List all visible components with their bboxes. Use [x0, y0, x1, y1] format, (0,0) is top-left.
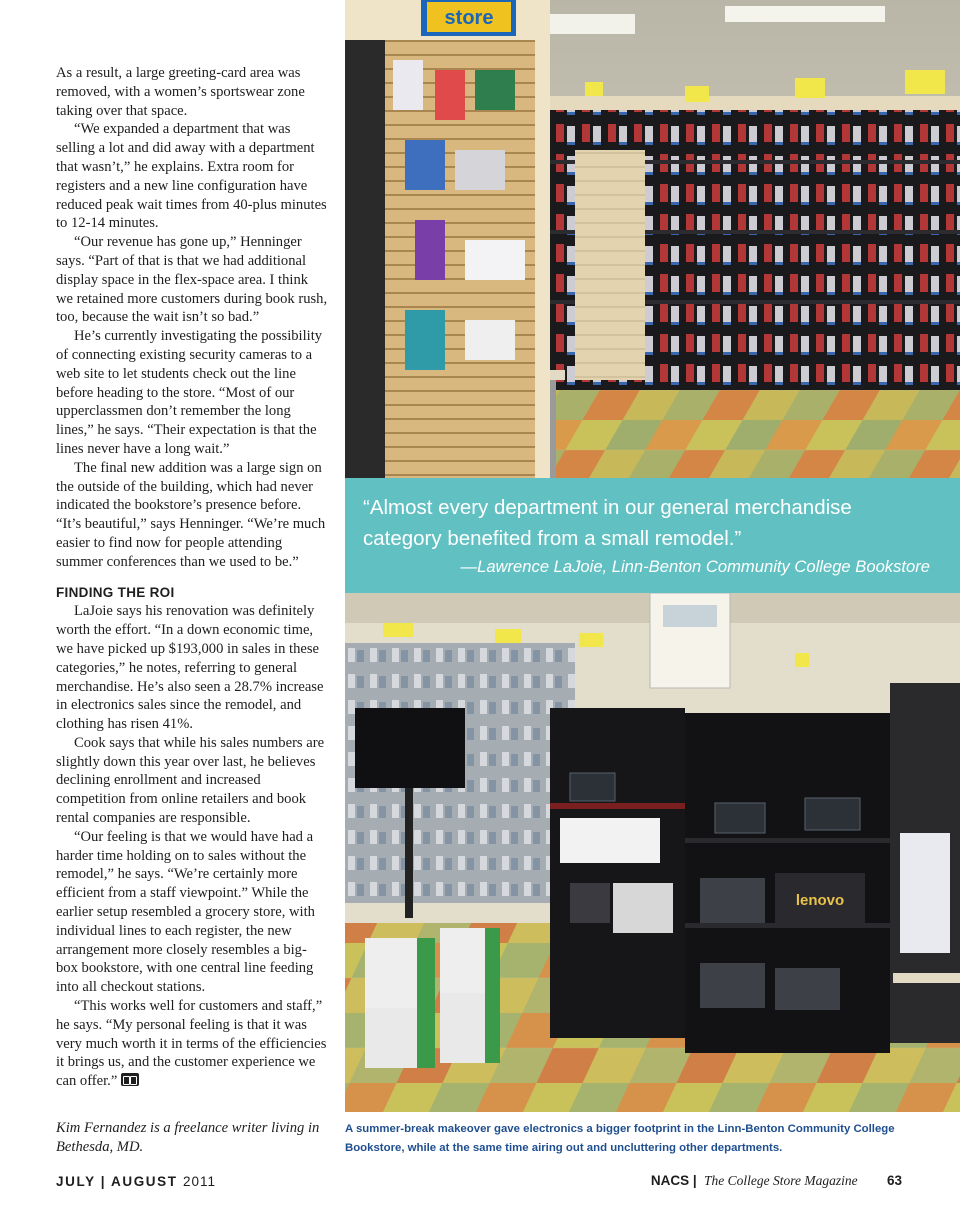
- org-name: NACS |: [650, 1173, 697, 1188]
- magazine-title: The College Store Magazine: [703, 1173, 858, 1188]
- pull-quote-attribution: —Lawrence LaJoie, Linn-Benton Community College Bookstore: [460, 557, 930, 576]
- article-column: [56, 64, 328, 1091]
- last-paragraph: [56, 997, 328, 1091]
- store-sign-text: store: [444, 7, 494, 29]
- photo-store-shelves: [345, 0, 960, 478]
- issue-year: 2011: [182, 1174, 216, 1189]
- paragraph: Cook says that while his sales numbers are slightly down this year over last, he believes declining enrollment and increased competition from online retailers and book rental companies are responsible.: [56, 734, 325, 827]
- photo-electronics-section: [345, 593, 960, 1112]
- paragraph: “Our revenue has gone up,” Henninger says. “Part of that is that we had additional display space in the flex-space area. I think we retained more customers during book rush, too, because the wait isn’t so bad.”: [56, 234, 328, 326]
- paragraph: He’s currently investigating the possibility of connecting existing security cameras to a web site to let students check out the line before heading to the store. “Most of our upperclassmen don’t remember the long lines,” he says. “Their expectation is that the lines never have a long wait.”: [56, 328, 323, 457]
- paragraph: The final new addition was a large sign on the outside of the building, which had never indicated the bookstore’s presence before. “It’s beautiful,” says Henninger. “We’re much easier to find now for people attending summer conferences than we used to be.”: [56, 459, 326, 570]
- footer-publication: [651, 1173, 902, 1189]
- footer-issue: [56, 1174, 216, 1189]
- page-number: 63: [886, 1173, 902, 1188]
- author-bio: Kim Fernandez is a freelance writer living in Bethesda, MD.: [56, 1120, 320, 1155]
- paragraph: LaJoie says his renovation was definitely worth the effort. “In a down economic time, we have picked up $193,000 in sales in these categories,” he notes, referring to general merchandise. He’s also seen a 28.7% increase in electronics sales since the remodel, and clothing has risen 41%.: [56, 603, 324, 733]
- electronics-section-illustration: [345, 593, 960, 1112]
- article-end-icon: [121, 1073, 139, 1086]
- paragraph: “We expanded a department that was selling a lot and did away with a department that wasn’t,” he explains. Extra room for registers and a new line configuration have reduced peak wait times from 40-plus minutes to 12-14 minutes.: [56, 121, 327, 232]
- pull-quote: [345, 478, 960, 593]
- pull-quote-text: “Almost every department in our general merchandise category benefited from a small remodel.”: [363, 496, 852, 550]
- photo-caption: A summer-break makeover gave electronics a bigger footprint in the Linn-Benton Community College Bookstore, while at the same time airing out and uncluttering other departments.: [345, 1123, 895, 1154]
- paragraph: “Our feeling is that we would have had a harder time holding on to sales without the remodel,” he says. “We’re certainly more efficient from a staff viewpoint.” While the earlier setup resembled a grocery store, with individual lines to each register, the new arrangement more closely resembles a big-box bookstore, with one central line feeding into all checkout stations.: [56, 828, 315, 996]
- last-paragraph-text: “This works well for customers and staff,” he says. “My personal feeling is that it was very much worth it in terms of the efficiencies it brings us, and the customer experience we can offer.”: [56, 998, 327, 1090]
- store-shelves-illustration: [345, 0, 960, 478]
- lenovo-box-text: lenovo: [795, 892, 845, 909]
- paragraph: As a result, a large greeting-card area was removed, with a women’s sportswear zone taking over that space.: [56, 65, 305, 119]
- issue-months: JULY | AUGUST: [56, 1174, 178, 1189]
- section-heading: FINDING THE ROI: [56, 584, 175, 600]
